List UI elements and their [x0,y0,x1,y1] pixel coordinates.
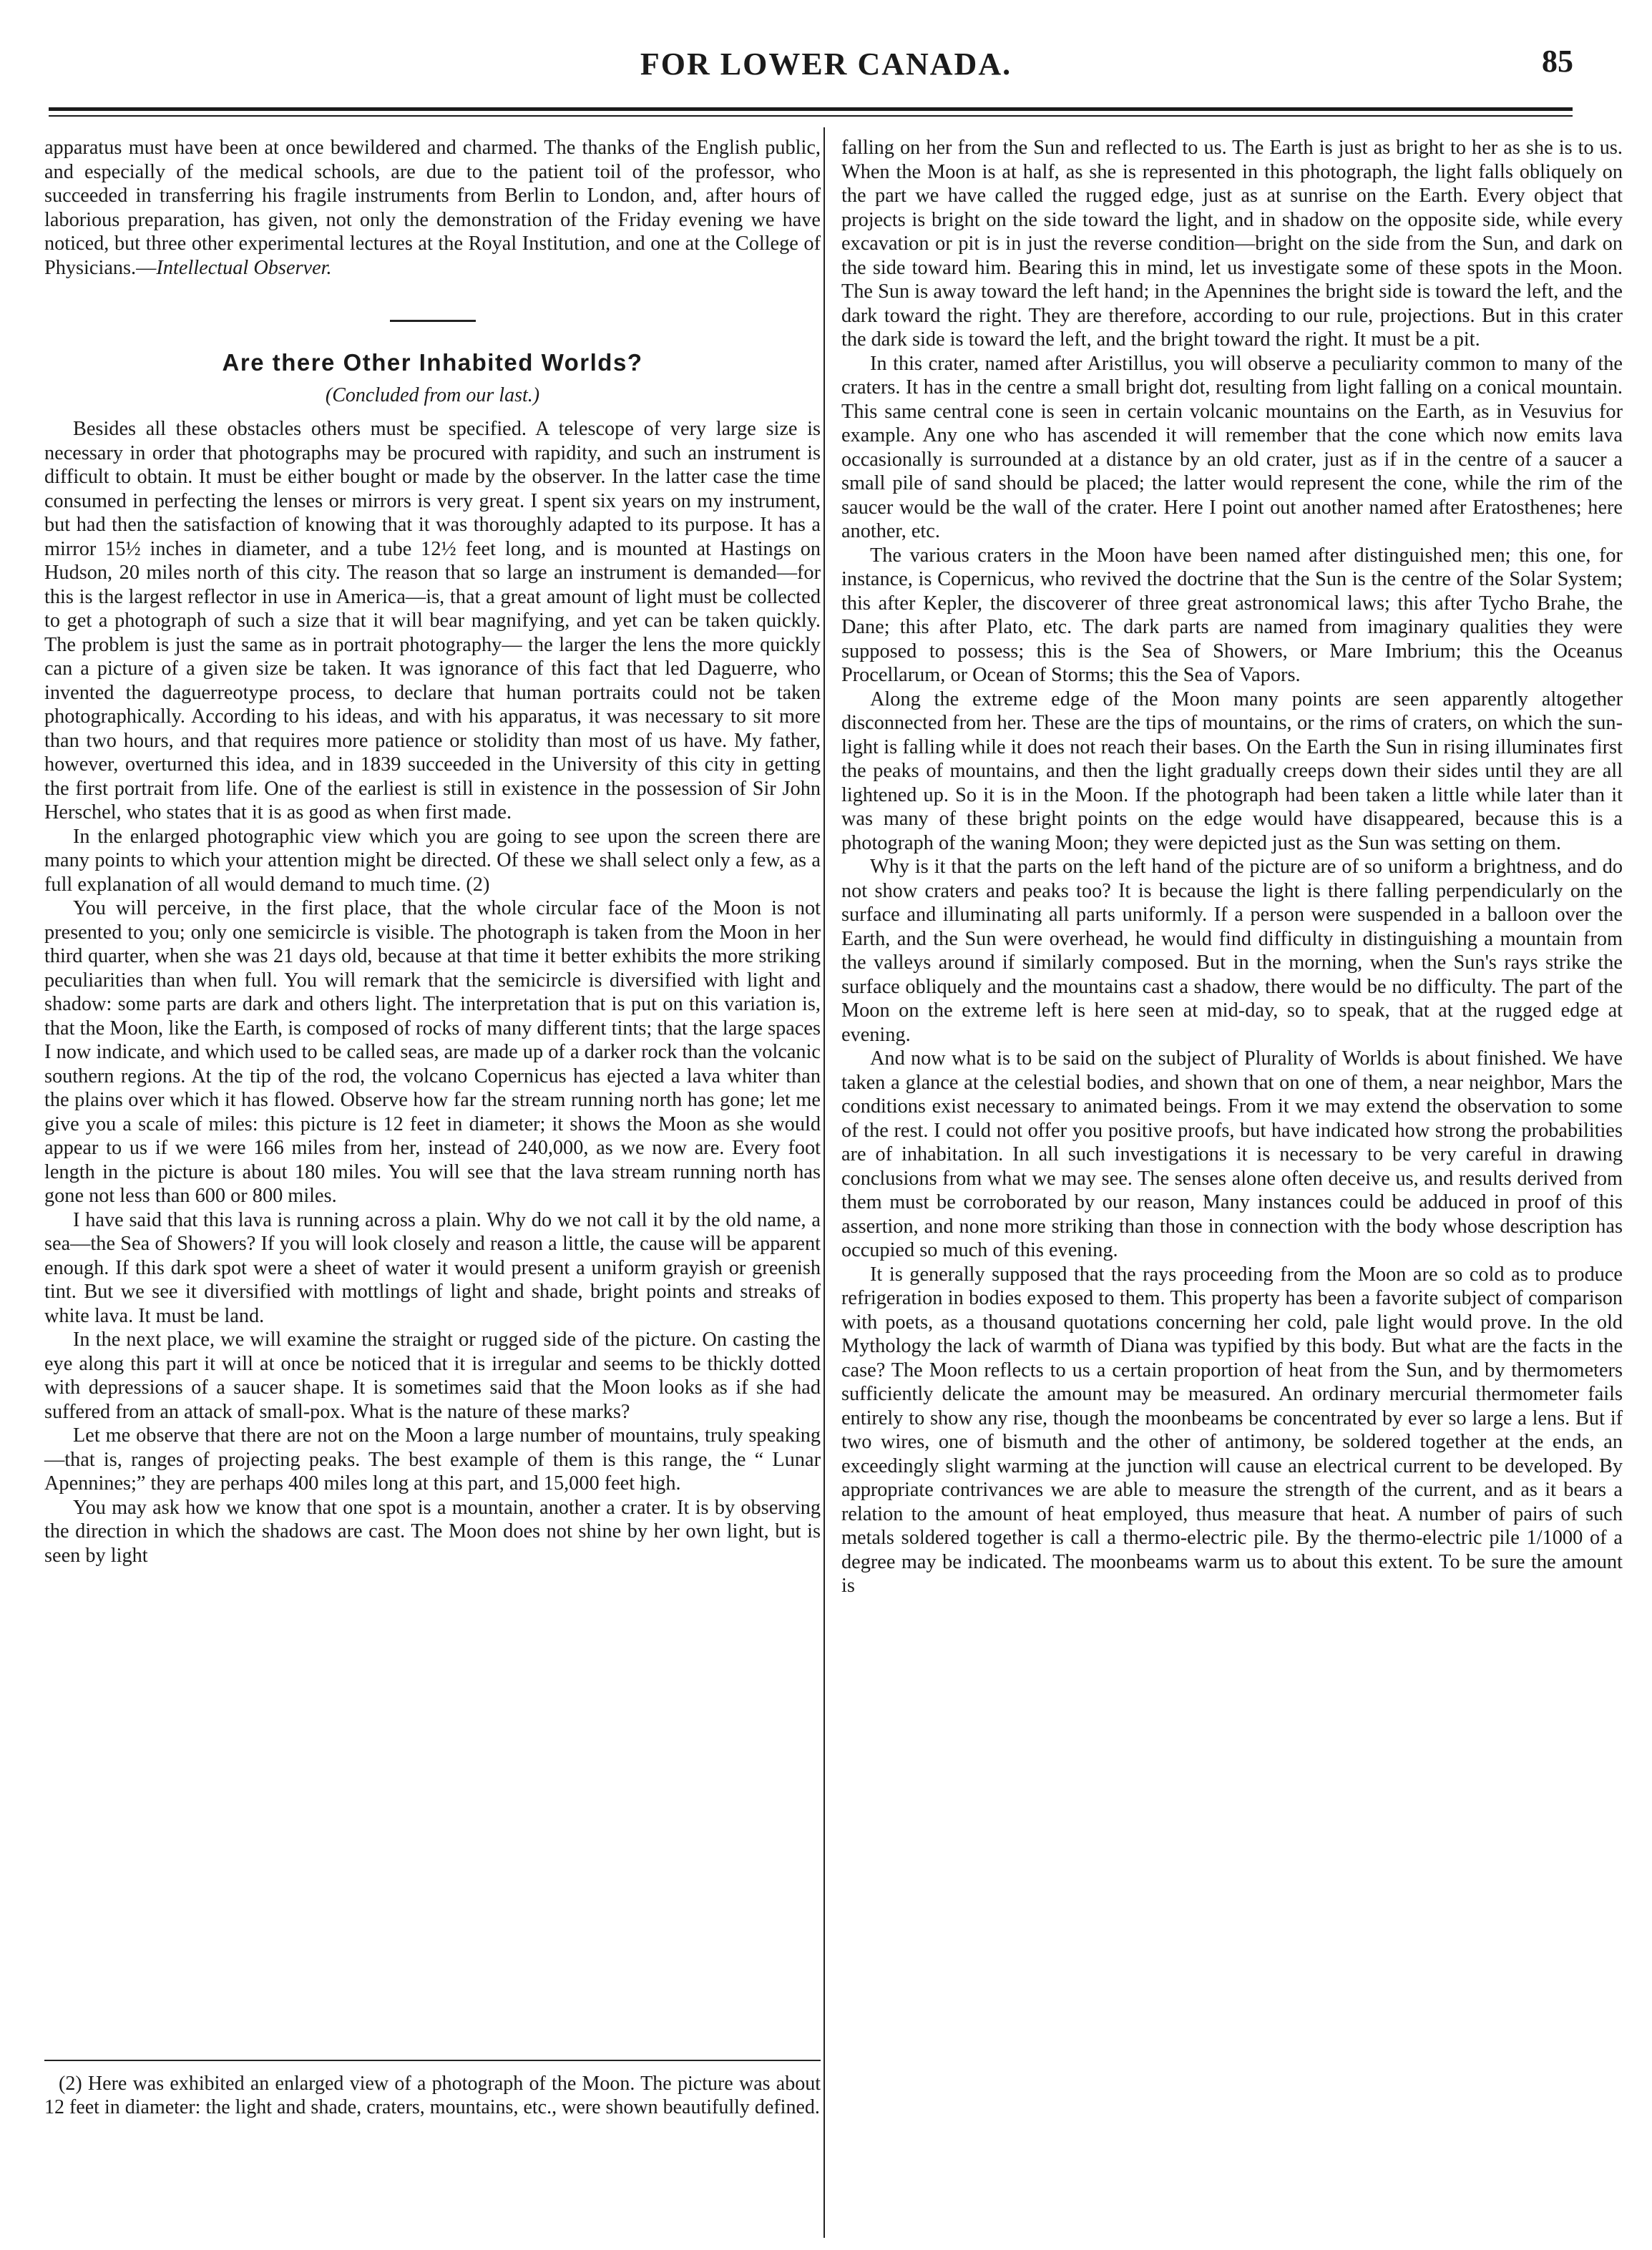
lead-source: Intellectual Observer. [156,256,332,279]
running-head [0,43,1652,93]
article-paragraph: In this crater, named after Aristillus, you will observe a peculiarity common to many of the craters. It has in the centre a small bright dot, resulting from light falling on a conical mountain. This same central cone is seen in certain volcanic mountains on the Earth, as in Vesuvius for example. Any one who has ascended it will remember that the cone which now emits lava occasionally is surrounded at a distance by an old crater, just as if in the centre of a saucer a small pile of sand should be placed; the latter would represent the cone, while the rim of the saucer would be the wall of the crater. Here I point out another named after Eratosthenes; here another, etc. [841,352,1623,542]
article-paragraph: Let me observe that there are not on the Moon a large number of mountains, truly speaking—that is, ranges of projecting peaks. The best example of them is this range, the “ Lunar Apennines;” they are perhaps 400 miles long at this part, and 15,000 feet high. [44,1424,821,1495]
header-rule-thick [49,107,1573,111]
left-column [44,136,821,1567]
article-paragraph: You may ask how we know that one spot is a mountain, another a crater. It is by observing the direction in which the shadows are cast. The Moon does not shine by her own light, but is seen by light [44,1496,821,1567]
article-paragraph: It is generally supposed that the rays proceeding from the Moon are so cold as to produce refrigeration in bodies exposed to them. This property has been a favorite subject of comparison with poets, as a thousand quotations concerning her cold, pale light would prove. In the old Mythology the lack of warmth of Diana was typified by this body. But what are the facts in the case? The Moon reflects to us a certain proportion of heat from the Sun, and by thermometers sufficiently delicate the amount may be measured. An ordinary mercurial thermometer fails entirely to show any rise, though the moonbeams be concentrated by ever so large a lens. But if two wires, one of bismuth and the other of antimony, be soldered together at the ends, an exceedingly slight warming at the junction will cause an electrical current to be developed. By appropriate contrivances we are able to measure the strength of the current, and as it bears a relation to the amount of heat employed, thus measure that heat. A number of pairs of such metals soldered together is call a thermo-electric pile. By the thermo-electric pile 1/1000 of a degree may be indicated. The moonbeams warm us to about this extent. To be sure the amount is [841,1263,1623,1597]
lead-paragraph-text: apparatus must have been at once bewildered and charmed. The thanks of the English public, and especially of the medical schools, are due to the patient toil of the professor, who succeeded in transferring his fragile instruments from Berlin to London, and, after hours of laborious preparation, has given, not only the demonstration of the Friday evening we have noticed, but three other experimental lectures at the Royal Institution, and one at the College of Physicians.— [44,137,821,279]
article-paragraph: The various craters in the Moon have been named after distinguished men; this one, for instance, is Copernicus, who revived the doctrine that the Sun is the centre of the Solar System; this after Kepler, the discoverer of three great astronomical laws; this after Tycho Brahe, the Dane; this after Plato, etc. The dark parts are named from imaginary qualities they were supposed to possess; this is the Sea of Showers, or Mare Imbrium; this the Oceanus Procellarum, or Ocean of Storms; this the Sea of Vapors. [841,544,1623,686]
article-paragraph: In the next place, we will examine the straight or rugged side of the picture. On casting the eye along this part it will at once be noticed that it is irregular and seems to be thickly dotted with depressions of a saucer shape. It is sometimes said that the Moon looks as if she had suffered from an attack of small-pox. What is the nature of these marks? [44,1329,821,1423]
article-paragraph: Along the extreme edge of the Moon many points are seen apparently altogether disconnected from her. These are the tips of mountains, or the rims of craters, on which the sun-light is falling while it does not reach their bases. On the Earth the Sun in rising illuminates first the peaks of mountains, and then the light gradually creeps down their sides until they are all lightened up. So it is in the Moon. If the photograph had been taken a little while later than it was many of these bright points on the edge would have disappeared, because this is a photograph of the waning Moon; they were depicted just as the Sun was setting on them. [841,688,1623,854]
article-paragraph: I have said that this lava is running across a plain. Why do we not call it by the old name, a sea—the Sea of Showers? If you will look closely and reason a little, the cause will be apparent enough. If this dark spot were a sheet of water it would present a uniform grayish or greenish tint. But we see it diversified with mottlings of light and shade, bright points and streaks of white lava. It must be land. [44,1208,821,1327]
article-paragraph: In the enlarged photographic view which you are going to see upon the screen there are many points to which your attention might be directed. Of these we shall select only a few, as a full explanation of all would demand to much time. (2) [44,825,821,896]
article-subtitle: (Concluded from our last.) [325,383,540,406]
article-paragraph: You will perceive, in the first place, that the whole circular face of the Moon is not presented to you; only one semicircle is visible. The photograph is taken from the Moon in her third quarter, when she was 21 days old, because at that time it better exhibits the more striking peculiarities than when full. You will remark that the semicircle is diversified with light and shadow: some parts are dark and others light. The interpretation that is put on this variation is, that the Moon, like the Earth, is composed of rocks of many different tints; that the large spaces I now indicate, and which used to be called seas, are made up of a darker rock than the volcanic southern regions. At the tip of the rod, the volcano Copernicus has ejected a lava whiter than the plains over which it has flowed. Observe how far the stream running north has gone; let me give you a scale of miles: this picture is 12 feet in diameter; it shows the Moon as she would appear to us if we were 166 miles from her, instead of 240,000, as we now are. Every foot length in the picture is about 180 miles. You will see that the lava stream running north has gone not less than 600 or 800 miles. [44,897,821,1207]
article-paragraph: falling on her from the Sun and reflected to us. The Earth is just as bright to her as she is to us. When the Moon is at half, as she is represented in this photograph, the light falls obliquely on the part we have called the rugged edge, just as at sunrise on the Earth. Every object that projects is bright on the side toward the light, and in shadow on the opposite side, while every excavation or pit is in just the reverse condition—bright on the side from the Sun, and dark on the side toward him. Bearing this in mind, let us investigate some of these spots in the Moon. The Sun is away toward the left hand; in the Apennines the bright side is toward the left, and the dark toward the right. They are therefore, according to our rule, projections. But in this crater the dark side is toward the left, and the bright toward the right. It must be a pit. [841,137,1623,351]
right-column [841,136,1623,1598]
page-number: 85 [1542,44,1573,79]
footnote-rule [44,2060,821,2061]
running-title: FOR LOWER CANADA. [640,47,1012,82]
article-paragraph: And now what is to be said on the subject of Plurality of Worlds is about finished. We have taken a glance at the celestial bodies, and shown that on one of them, a near neighbor, Mars the conditions exist necessary to animated beings. From it we may extend the observation to some of the rest. I could not offer you positive proofs, but have indicated how strong the probabilities are of inhabitation. In all such investigations it is necessary to be very careful in drawing conclusions from what we may see. The senses alone often deceive us, and results derived from them must be corroborated by our reason, Many instances could be adduced in proof of this assertion, and none more striking than those in connection with the body whose description has occupied so much of this evening. [841,1047,1623,1261]
section-divider [390,320,476,322]
article-paragraph: Besides all these obstacles others must be specified. A telescope of very large size is necessary in order that photographs may be procured with rapidity, and such an instrument is difficult to obtain. It must be either bought or made by the observer. In the latter case the time consumed in perfecting the lenses or mirrors is very great. I spent six years on my instrument, but had then the satisfaction of knowing that it was thoroughly adapted to its purpose. It has a mirror 15½ inches in diameter, and a tube 12½ feet long, and is mounted at Hastings on Hudson, 20 miles north of this city. The reason that so large an instrument is demanded—for this is the largest reflector in use in America—is, that a great amount of light must be collected to get a photograph of such a size that it will bear magnifying, and yet can be taken quickly. The problem is just the same as in portrait photography— the larger the lens the more quickly can a picture of a given size be taken. It was ignorance of this fact that led Daguerre, who invented the daguerreotype process, to declare that human portraits could not be taken photographically. According to his ideas, and with his apparatus, it was necessary to sit more than two hours, and that requires more patience or stolidity than most of us have. My father, however, overturned this idea, and in 1839 succeeded in the University of this city in getting the first portrait from life. One of the earliest is still in existence in the possession of Sir John Herschel, who states that it is as good as when first made. [44,418,821,823]
lead-paragraph [44,136,821,280]
article-title: Are there Other Inhabited Worlds? [222,349,643,376]
column-divider [823,127,825,2238]
footnote [44,2072,821,2119]
footnote-text: (2) Here was exhibited an enlarged view of a photograph of the Moon. The picture was about 12 feet in diameter: the light and shade, craters, mountains, etc., were shown beautifully defined. [44,2073,821,2118]
article-paragraph: Why is it that the parts on the left hand of the picture are of so uniform a brightness, and do not show craters and peaks too? It is because the light is there falling perpendicularly on the surface and illuminating all parts uniformly. If a person were suspended in a balloon over the Earth, and the Sun were overhead, he would find difficulty in distinguishing a mountain from the valleys around if similarly composed. But in the morning, when the Sun's rays strike the surface obliquely and the mountains cast a shadow, there would be no difficulty. The part of the Moon on the extreme left is here seen at mid-day, so to speak, that at the rugged edge at evening. [841,856,1623,1046]
header-rule-thin [49,115,1573,117]
